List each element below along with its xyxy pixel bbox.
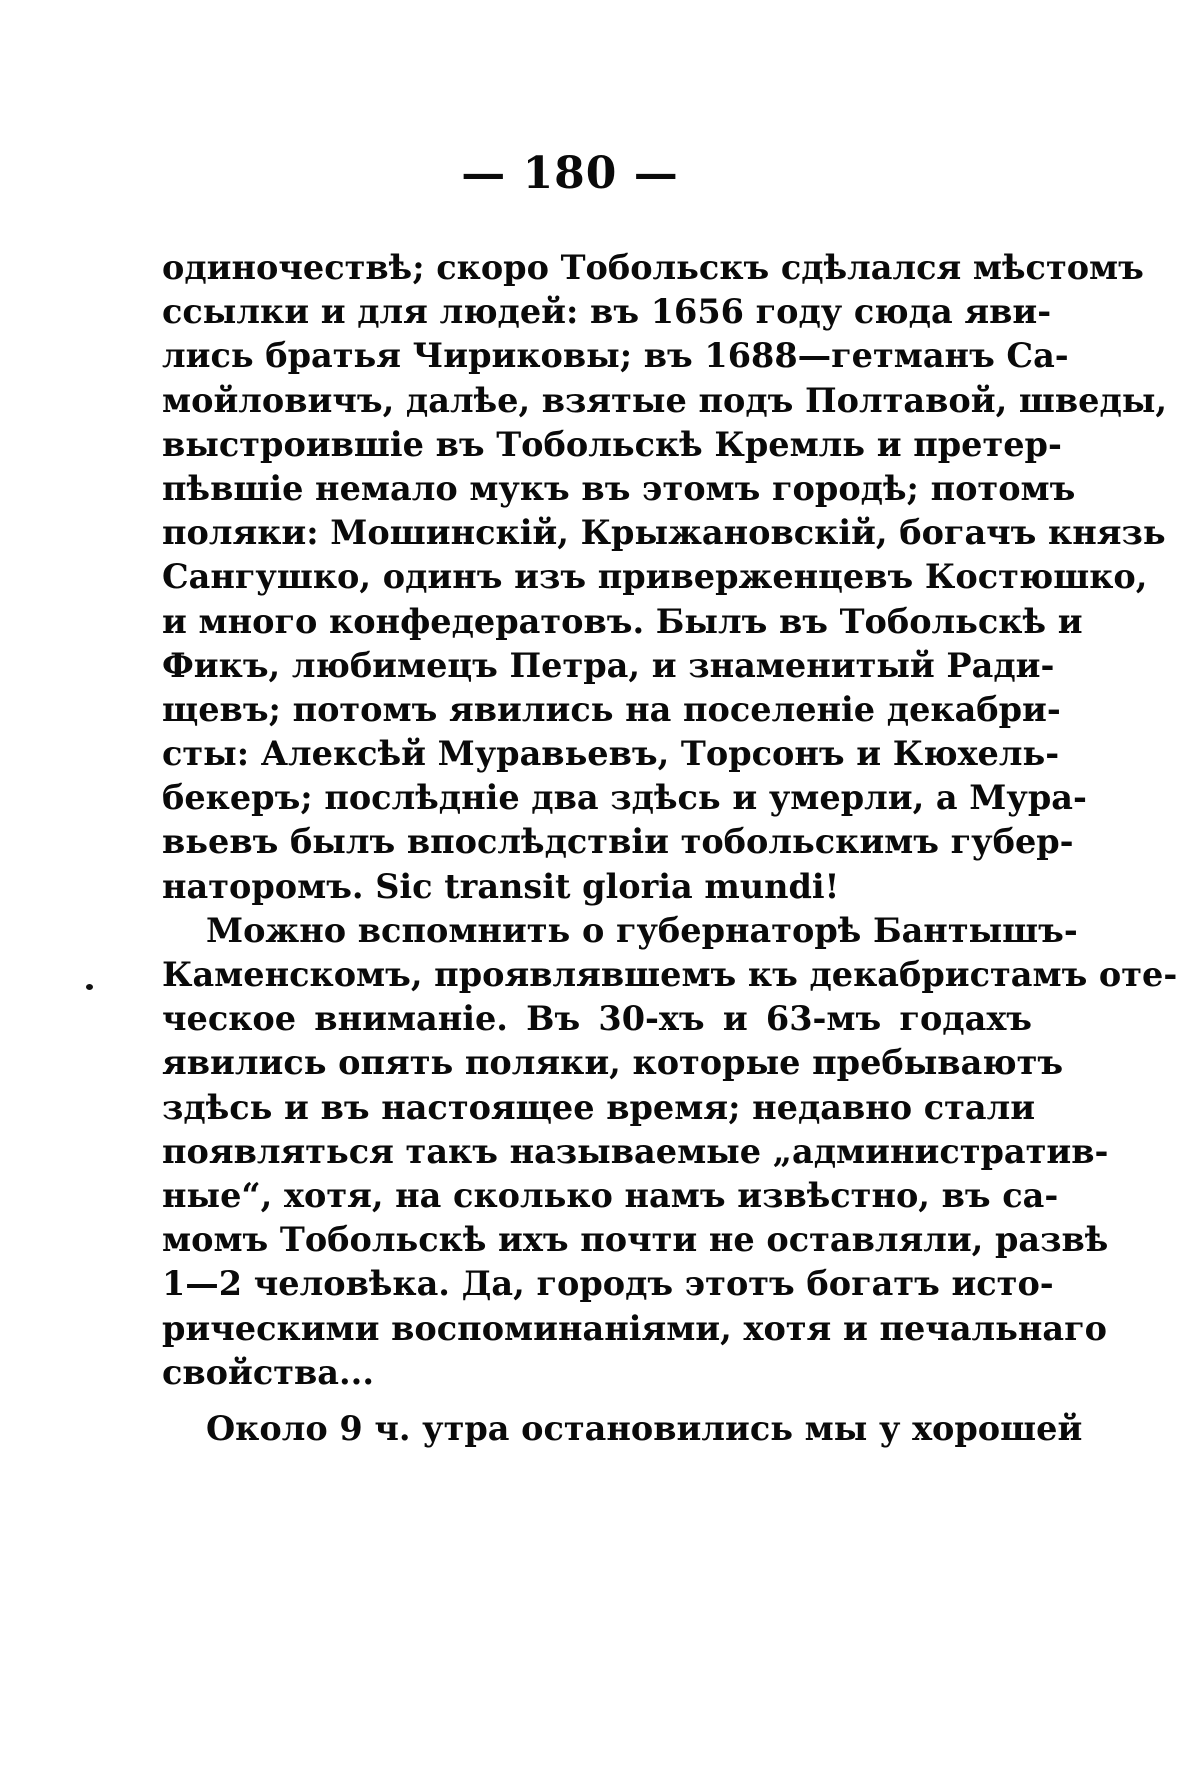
text-line: мойловичъ, далѣе, взятые подъ Полтавой, шведы,: [162, 380, 1168, 420]
text-line: Можно вспомнить о губернаторѣ Бантышъ-: [206, 910, 1078, 950]
text-line: ные“, хотя, на сколько намъ извѣстно, въ са-: [162, 1175, 1059, 1215]
text-line: и много конфедератовъ. Былъ въ Тобольскѣ и: [162, 601, 1083, 641]
paragraph-2: [162, 909, 1177, 1395]
text-line: Около 9 ч. утра остановились мы у хорошей: [206, 1408, 1083, 1448]
text-line: ссылки и для людей: въ 1656 году сюда яви-: [162, 292, 1052, 332]
text-line: одиночествѣ; скоро Тобольскъ сдѣлался мѣстомъ: [162, 248, 1144, 287]
text-line: свойства...: [162, 1352, 374, 1392]
text-line: появляться такъ называемые „административ-: [162, 1131, 1109, 1171]
text-line: Каменскомъ, проявлявшемъ къ декабристамъ оте-: [162, 955, 1177, 994]
text-line: выстроившіе въ Тобольскѣ Кремль и претер-: [162, 424, 1062, 464]
body-text: [162, 246, 1177, 1451]
text-line: момъ Тобольскѣ ихъ почти не оставляли, развѣ: [162, 1220, 1109, 1260]
paragraph-3: [162, 1407, 1083, 1451]
text-line: бекеръ; послѣдніе два здѣсь и умерли, а Мура-: [162, 778, 1087, 818]
text-line: поляки: Мошинскій, Крыжановскій, богачъ князь: [162, 513, 1166, 553]
text-line: вьевъ былъ впослѣдствіи тобольскимъ губер-: [162, 822, 1074, 862]
text-line: пѣвшіе немало мукъ въ этомъ городѣ; потомъ: [162, 468, 1076, 508]
ink-speck: [86, 984, 93, 990]
text-line: щевъ; потомъ явились на поселеніе декабри-: [162, 689, 1061, 729]
text-line: 1—2 человѣка. Да, городъ этотъ богатъ исто-: [162, 1264, 1054, 1304]
text-line: явились опять поляки, которые пребываютъ: [162, 1043, 1064, 1083]
text-line: Фикъ, любимецъ Петра, и знаменитый Ради-: [162, 645, 1055, 685]
page-number: — 180 —: [461, 148, 679, 199]
paragraph-gap: [162, 1395, 1032, 1407]
text-line: лись братья Чириковы; въ 1688—гетманъ Са-: [162, 336, 1069, 376]
text-line: Сангушко, одинъ изъ приверженцевъ Костюшко,: [162, 557, 1148, 597]
text-line: сты: Алексѣй Муравьевъ, Торсонъ и Кюхель-: [162, 734, 1060, 774]
text-line: наторомъ. Sic transit gloria mundi!: [162, 866, 840, 906]
text-line: ческое вниманіе. Въ 30-хъ и 63-мъ годахъ: [162, 999, 1032, 1039]
text-line: рическими воспоминаніями, хотя и печальнаго: [162, 1308, 1107, 1348]
paragraph-1: [162, 246, 1168, 909]
text-line: здѣсь и въ настоящее время; недавно стали: [162, 1087, 1036, 1127]
